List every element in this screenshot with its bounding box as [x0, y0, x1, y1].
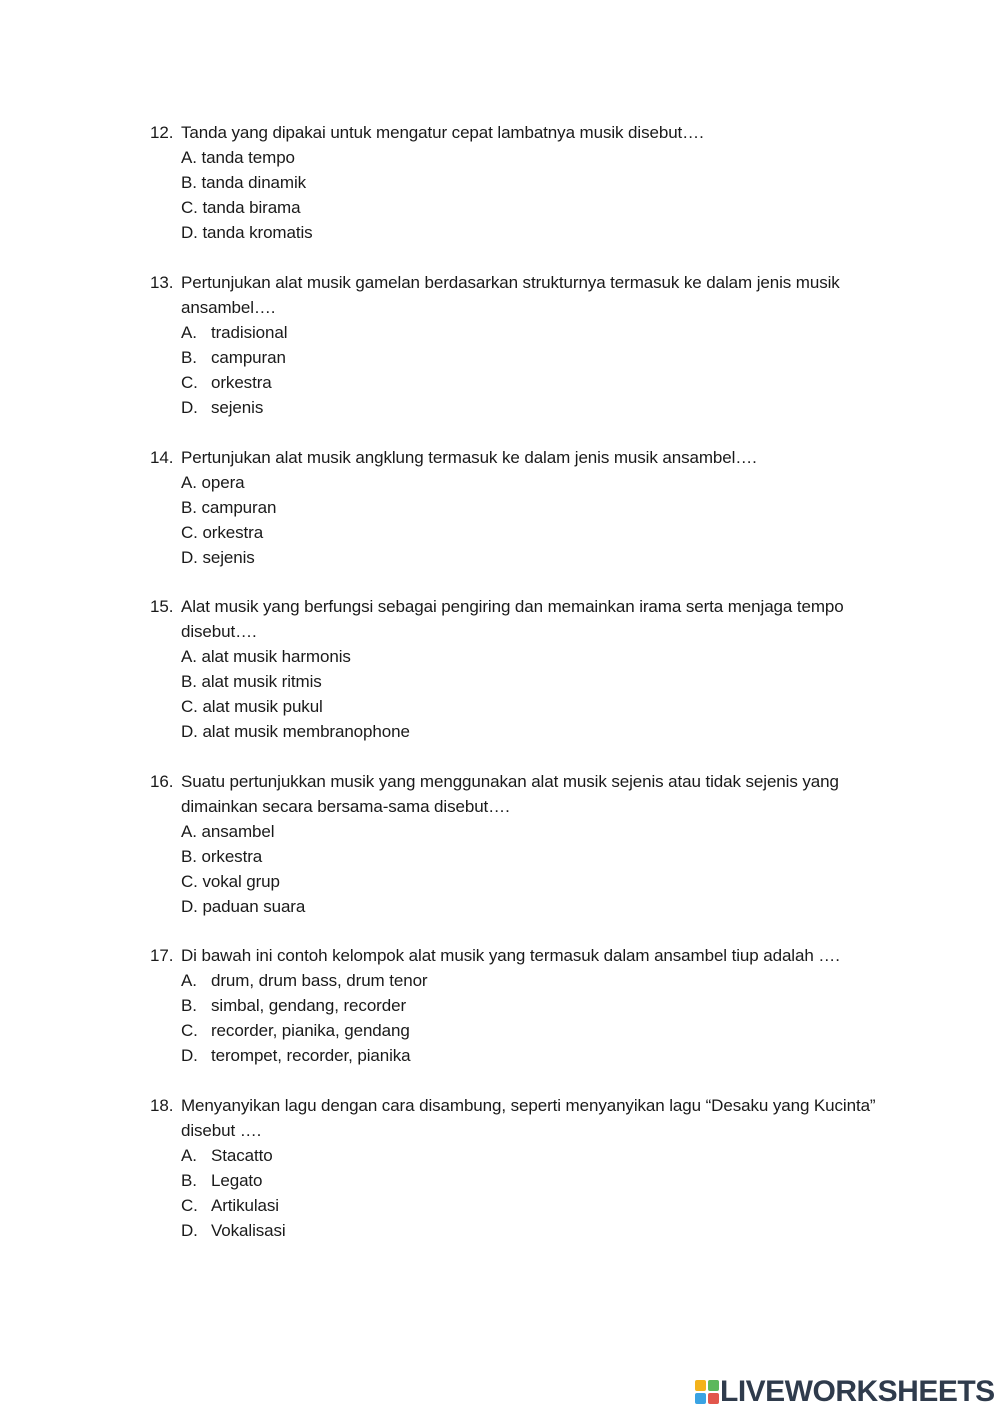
question-text: Menyanyikan lagu dengan cara disambung, seperti menyanyikan lagu “Desaku yang Kucinta” disebut …. — [181, 1096, 876, 1140]
answer-option-c[interactable] — [181, 1018, 890, 1043]
option-letter: B. — [181, 672, 197, 691]
option-letter: A. — [181, 1146, 197, 1165]
option-text: opera — [201, 473, 245, 492]
option-text: alat musik membranophone — [202, 722, 410, 741]
question-stem — [150, 943, 890, 968]
option-letter: B. — [181, 847, 197, 866]
option-text: drum, drum bass, drum tenor — [211, 971, 428, 990]
answer-option-a[interactable] — [181, 644, 890, 669]
option-letter: D. — [181, 1221, 198, 1240]
answer-option-a[interactable] — [181, 470, 890, 495]
option-text: tradisional — [211, 323, 288, 342]
option-letter: A. — [181, 822, 197, 841]
question-text: Di bawah ini contoh kelompok alat musik yang termasuk dalam ansambel tiup adalah …. — [181, 946, 840, 965]
option-text: tanda tempo — [201, 148, 295, 167]
option-text: Vokalisasi — [211, 1221, 286, 1240]
option-letter: D. — [181, 548, 198, 567]
question-14 — [150, 445, 890, 570]
question-number: 13. — [150, 273, 174, 292]
option-text: orkestra — [211, 373, 272, 392]
answer-option-c[interactable] — [181, 520, 890, 545]
question-stem — [150, 445, 890, 470]
option-text: campuran — [201, 498, 277, 517]
question-stem — [150, 594, 890, 644]
option-letter: A. — [181, 647, 197, 666]
answer-option-d[interactable] — [181, 894, 890, 919]
option-letter: C. — [181, 872, 198, 891]
answer-option-d[interactable] — [181, 220, 890, 245]
option-text: Artikulasi — [211, 1196, 279, 1215]
option-letter: C. — [181, 697, 198, 716]
liveworksheets-logo-icon — [694, 1379, 720, 1405]
answer-option-c[interactable] — [181, 869, 890, 894]
option-letter: D. — [181, 398, 198, 417]
option-letter: B. — [181, 173, 197, 192]
answer-option-b[interactable] — [181, 495, 890, 520]
question-text: Pertunjukan alat musik gamelan berdasarkan strukturnya termasuk ke dalam jenis musik ansambel…. — [181, 273, 840, 317]
question-number: 16. — [150, 772, 174, 791]
answer-option-c[interactable] — [181, 1193, 890, 1218]
answer-option-d[interactable] — [181, 545, 890, 570]
option-letter: B. — [181, 498, 197, 517]
question-13 — [150, 270, 890, 420]
option-text: ansambel — [201, 822, 275, 841]
question-number: 15. — [150, 597, 174, 616]
question-text: Alat musik yang berfungsi sebagai pengiring dan memainkan irama serta menjaga tempo disebut…. — [181, 597, 844, 641]
answer-option-d[interactable] — [181, 719, 890, 744]
option-letter: C. — [181, 198, 198, 217]
option-text: terompet, recorder, pianika — [211, 1046, 411, 1065]
option-letter: A. — [181, 473, 197, 492]
answer-option-a[interactable] — [181, 1143, 890, 1168]
option-letter: C. — [181, 1196, 198, 1215]
liveworksheets-brand — [694, 1374, 994, 1410]
answer-option-d[interactable] — [181, 1218, 890, 1243]
option-list — [150, 968, 890, 1068]
question-stem — [150, 769, 890, 819]
option-text: paduan suara — [202, 897, 306, 916]
option-text: campuran — [211, 348, 286, 367]
answer-option-b[interactable] — [181, 345, 890, 370]
option-text: orkestra — [201, 847, 263, 866]
question-12 — [150, 120, 890, 245]
question-stem — [150, 270, 890, 320]
option-letter: D. — [181, 897, 198, 916]
option-list — [150, 320, 890, 420]
option-list — [150, 819, 890, 919]
option-list — [150, 644, 890, 744]
option-letter: C. — [181, 1021, 198, 1040]
option-letter: C. — [181, 373, 198, 392]
question-17 — [150, 943, 890, 1068]
option-text: alat musik pukul — [202, 697, 323, 716]
answer-option-b[interactable] — [181, 993, 890, 1018]
option-list — [150, 145, 890, 245]
brand-wordmark: LIVEWORKSHEETS — [720, 1375, 995, 1408]
answer-option-b[interactable] — [181, 1168, 890, 1193]
option-text: orkestra — [202, 523, 264, 542]
question-text: Suatu pertunjukkan musik yang menggunakan alat musik sejenis atau tidak sejenis yang dimainkan secara bersama-sama disebut…. — [181, 772, 839, 816]
answer-option-b[interactable] — [181, 669, 890, 694]
option-letter: B. — [181, 348, 197, 367]
question-number: 12. — [150, 123, 174, 142]
option-text: vokal grup — [202, 872, 280, 891]
question-number: 17. — [150, 946, 174, 965]
option-text: tanda kromatis — [202, 223, 313, 242]
option-letter: D. — [181, 1046, 198, 1065]
question-stem — [150, 120, 890, 145]
answer-option-b[interactable] — [181, 844, 890, 869]
option-text: simbal, gendang, recorder — [211, 996, 407, 1015]
question-text: Tanda yang dipakai untuk mengatur cepat lambatnya musik disebut…. — [181, 123, 704, 142]
answer-option-d[interactable] — [181, 395, 890, 420]
question-number: 14. — [150, 448, 174, 467]
question-15 — [150, 594, 890, 744]
question-stem — [150, 1093, 890, 1143]
answer-option-c[interactable] — [181, 370, 890, 395]
option-text: alat musik harmonis — [201, 647, 351, 666]
option-text: tanda dinamik — [201, 173, 307, 192]
option-text: alat musik ritmis — [201, 672, 322, 691]
option-letter: B. — [181, 1171, 197, 1190]
question-16 — [150, 769, 890, 919]
option-text: tanda birama — [202, 198, 301, 217]
answer-option-a[interactable] — [181, 968, 890, 993]
answer-option-d[interactable] — [181, 1043, 890, 1068]
option-text: recorder, pianika, gendang — [211, 1021, 410, 1040]
option-list — [150, 1143, 890, 1243]
answer-option-b[interactable] — [181, 170, 890, 195]
option-text: sejenis — [211, 398, 264, 417]
option-letter: D. — [181, 722, 198, 741]
option-letter: A. — [181, 971, 197, 990]
option-list — [150, 470, 890, 570]
answer-option-a[interactable] — [181, 320, 890, 345]
option-letter: A. — [181, 148, 197, 167]
option-letter: A. — [181, 323, 197, 342]
question-text: Pertunjukan alat musik angklung termasuk ke dalam jenis musik ansambel…. — [181, 448, 757, 467]
answer-option-a[interactable] — [181, 819, 890, 844]
option-letter: D. — [181, 223, 198, 242]
option-text: sejenis — [202, 548, 255, 567]
option-letter: B. — [181, 996, 197, 1015]
answer-option-c[interactable] — [181, 694, 890, 719]
answer-option-c[interactable] — [181, 195, 890, 220]
question-18 — [150, 1093, 890, 1243]
question-number: 18. — [150, 1096, 174, 1115]
answer-option-a[interactable] — [181, 145, 890, 170]
option-letter: C. — [181, 523, 198, 542]
option-text: Legato — [211, 1171, 263, 1190]
option-text: Stacatto — [211, 1146, 273, 1165]
